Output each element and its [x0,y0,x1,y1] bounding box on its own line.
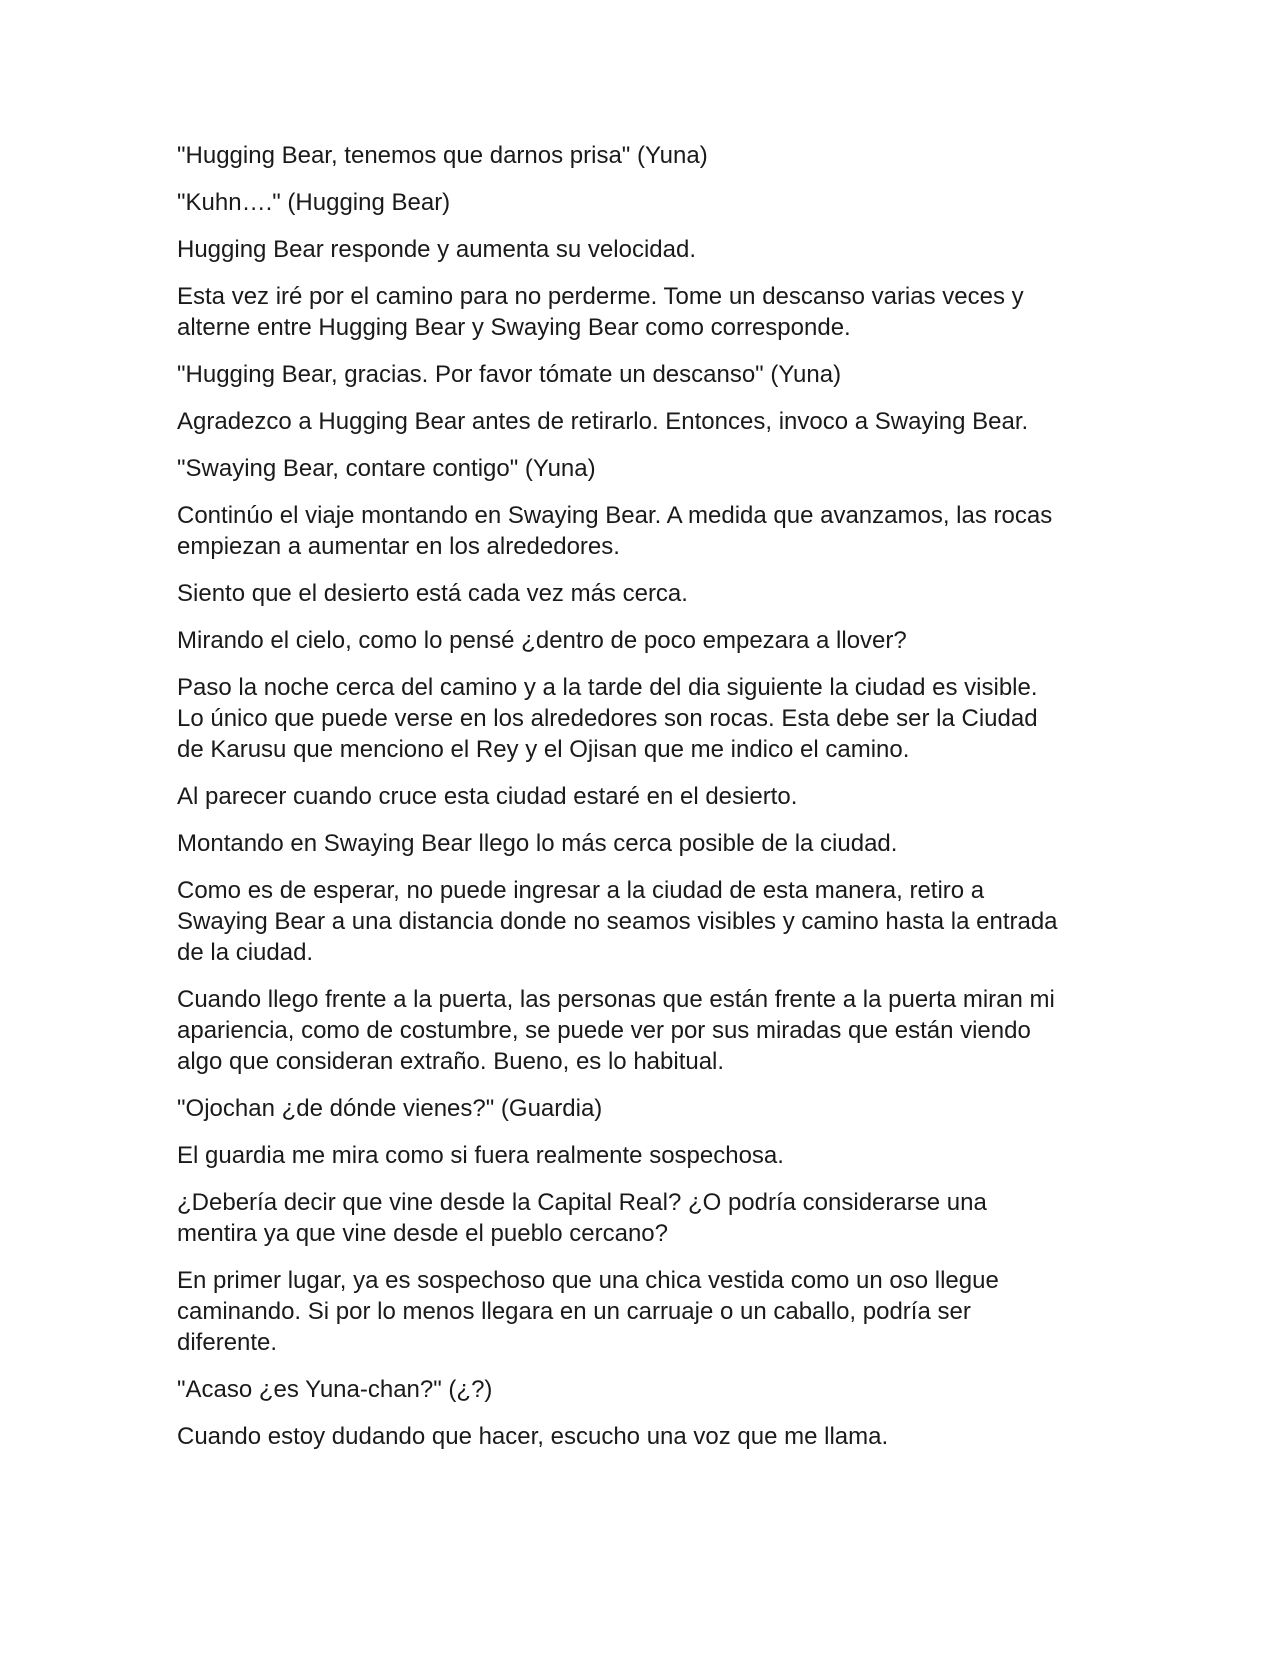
paragraph: "Acaso ¿es Yuna-chan?" (¿?) [177,1376,493,1403]
paragraph: Agradezco a Hugging Bear antes de retirarlo. Entonces, invoco a Swaying Bear. [177,408,1029,435]
document-body [177,140,1107,1468]
paragraph: Cuando llego frente a la puerta, las personas que están frente a la puerta miran mi apariencia, como de costumbre, se puede ver por sus miradas que están viendo algo que consideran extraño. Bueno, es lo habitual. [177,986,1055,1075]
paragraph: Paso la noche cerca del camino y a la tarde del dia siguiente la ciudad es visible. Lo único que puede verse en los alrededores son rocas. Esta debe ser la Ciudad de Karusu que menciono el Rey y el Ojisan que me indico el camino. [177,674,1038,763]
paragraph: "Ojochan ¿de dónde vienes?" (Guardia) [177,1095,603,1122]
paragraph: Mirando el cielo, como lo pensé ¿dentro de poco empezara a llover? [177,627,907,654]
paragraph: "Hugging Bear, tenemos que darnos prisa" (Yuna) [177,142,708,169]
paragraph: El guardia me mira como si fuera realmente sospechosa. [177,1142,784,1169]
paragraph: ¿Debería decir que vine desde la Capital Real? ¿O podría considerarse una mentira ya que vine desde el pueblo cercano? [177,1189,987,1247]
paragraph: Esta vez iré por el camino para no perderme. Tome un descanso varias veces y alterne entre Hugging Bear y Swaying Bear como corresponde. [177,283,1024,341]
paragraph: Como es de esperar, no puede ingresar a la ciudad de esta manera, retiro a Swaying Bear a una distancia donde no seamos visibles y camino hasta la entrada de la ciudad. [177,877,1058,966]
paragraph: "Swaying Bear, contare contigo" (Yuna) [177,455,596,482]
paragraph: Al parecer cuando cruce esta ciudad estaré en el desierto. [177,783,798,810]
paragraph: Hugging Bear responde y aumenta su velocidad. [177,236,696,263]
paragraph: Continúo el viaje montando en Swaying Bear. A medida que avanzamos, las rocas empiezan a aumentar en los alrededores. [177,502,1053,560]
paragraph: Cuando estoy dudando que hacer, escucho una voz que me llama. [177,1423,889,1450]
paragraph: En primer lugar, ya es sospechoso que una chica vestida como un oso llegue caminando. Si por lo menos llegara en un carruaje o un caballo, podría ser diferente. [177,1267,999,1356]
paragraph: Siento que el desierto está cada vez más cerca. [177,580,688,607]
paragraph: "Hugging Bear, gracias. Por favor tómate un descanso" (Yuna) [177,361,842,388]
paragraph: "Kuhn…." (Hugging Bear) [177,189,451,216]
paragraph: Montando en Swaying Bear llego lo más cerca posible de la ciudad. [177,830,898,857]
